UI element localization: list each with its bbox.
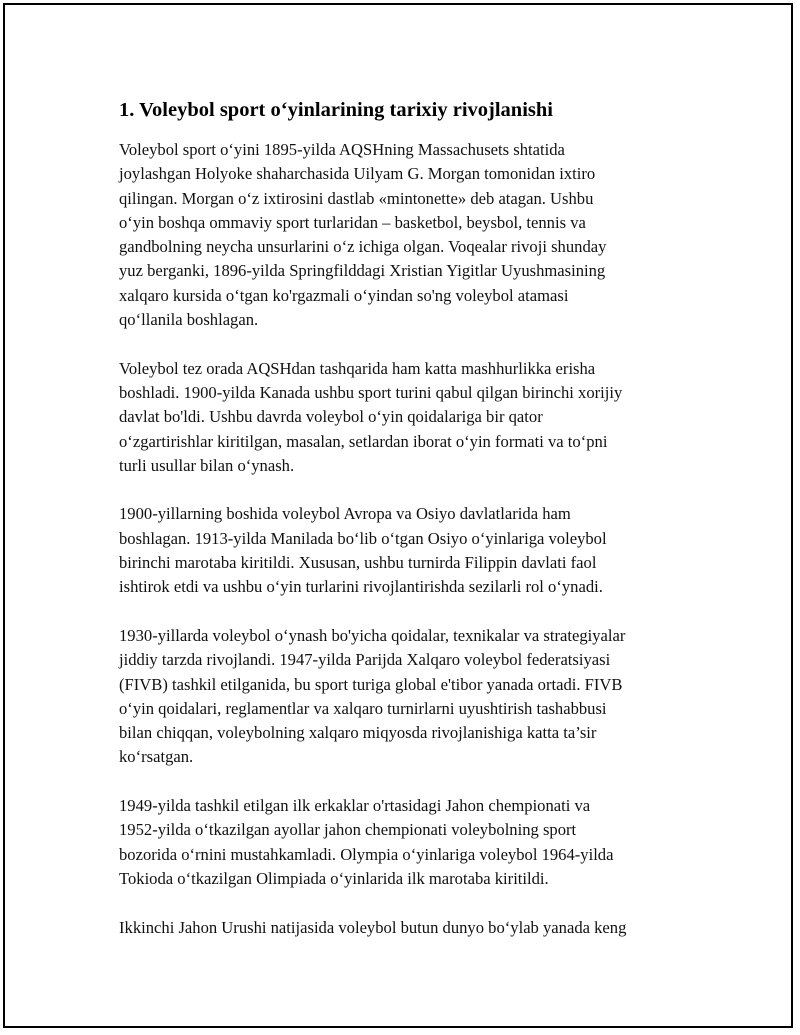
paragraph (119, 502, 689, 599)
text-line: o‘yin qoidalari, reglamentlar va xalqaro turnirlarni uyushtirish tashabbusi (119, 698, 607, 718)
paragraph (119, 357, 689, 478)
text-line: yuz berganki, 1896-yilda Springfilddagi Xristian Yigitlar Uyushmasining (119, 261, 606, 281)
text-line: o‘yin boshqa ommaviy sport turlaridan – basketbol, beysbol, tennis va (119, 212, 586, 232)
text-line: Tokioda o‘tkazilgan Olimpiada o‘yinlarida ilk marotaba kiritildi. (119, 868, 549, 888)
text-line: qo‘llanila boshlagan. (119, 310, 259, 330)
page-frame (3, 3, 793, 1028)
text-line: ko‘rsatgan. (119, 747, 194, 767)
text-line: 1952-yilda o‘tkazilgan ayollar jahon chempionati voleybolning sport (119, 820, 577, 840)
text-line: davlat bo'ldi. Ushbu davrda voleybol o‘yin qoidalariga bir qator (119, 407, 543, 427)
text-line: bozorida o‘rnini mustahkamladi. Olympia o‘yinlariga voleybol 1964-yilda (119, 844, 614, 864)
text-line: 1900-yillarning boshida voleybol Avropa va Osiyo davlatlarida ham (119, 504, 571, 524)
text-line: jiddiy tarzda rivojlandi. 1947-yilda Parijda Xalqaro voleybol federatsiyasi (119, 650, 611, 670)
paragraph (119, 794, 689, 891)
text-line: joylashgan Holyoke shaharchasida Uilyam G. Morgan tomonidan ixtiro (119, 164, 596, 184)
text-line: Voleybol tez orada AQSHdan tashqarida ham katta mashhurlikka erisha (119, 358, 596, 378)
paragraph (119, 624, 689, 770)
text-line: boshladi. 1900-yilda Kanada ushbu sport turini qabul qilgan birinchi xorijiy (119, 382, 623, 402)
text-line: 1949-yilda tashkil etilgan ilk erkaklar o'rtasidagi Jahon chempionati va (119, 796, 591, 816)
paragraph (119, 916, 689, 940)
text-line: birinchi marotaba kiritildi. Xususan, ushbu turnirda Filippin davlati faol (119, 553, 597, 573)
text-line: 1930-yillarda voleybol o‘ynash bo'yicha qoidalar, texnikalar va strategiyalar (119, 625, 626, 645)
text-line: boshlagan. 1913-yilda Manilada bo‘lib o‘tgan Osiyo o‘yinlariga voleybol (119, 528, 607, 548)
paragraph (119, 138, 689, 332)
text-line: ishtirok etdi va ushbu o‘yin turlarini rivojlantirishda sezilarli rol o‘ynadi. (119, 577, 603, 597)
text-line: qilingan. Morgan o‘z ixtirosini dastlab «mintonette» deb atagan. Ushbu (119, 188, 594, 208)
text-line: gandbolning neycha unsurlarini o‘z ichiga olgan. Voqealar rivoji shunday (119, 237, 607, 257)
text-line: xalqaro kursida o‘tgan ko'rgazmali o‘yindan so'ng voleybol atamasi (119, 285, 569, 305)
text-line: bilan chiqqan, voleybolning xalqaro miqyosda rivojlanishiga katta ta’sir (119, 723, 597, 743)
text-line: o‘zgartirishlar kiritilgan, masalan, setlardan iborat o‘yin formati va to‘pni (119, 431, 608, 451)
text-line: Voleybol sport o‘yini 1895-yilda AQSHning Massachusets shtatida (119, 140, 565, 159)
text-line: Ikkinchi Jahon Urushi natijasida voleybol butun dunyo bo‘ylab yanada keng (119, 917, 627, 937)
document-body (119, 97, 689, 964)
text-line: turli usullar bilan o‘ynash. (119, 455, 295, 475)
paragraph-list (119, 138, 689, 940)
section-heading: 1. Voleybol sport o‘yinlarining tarixiy rivojlanishi (119, 99, 553, 121)
text-line: (FIVB) tashkil etilganida, bu sport turiga global e'tibor yanada ortadi. FIVB (119, 674, 623, 694)
